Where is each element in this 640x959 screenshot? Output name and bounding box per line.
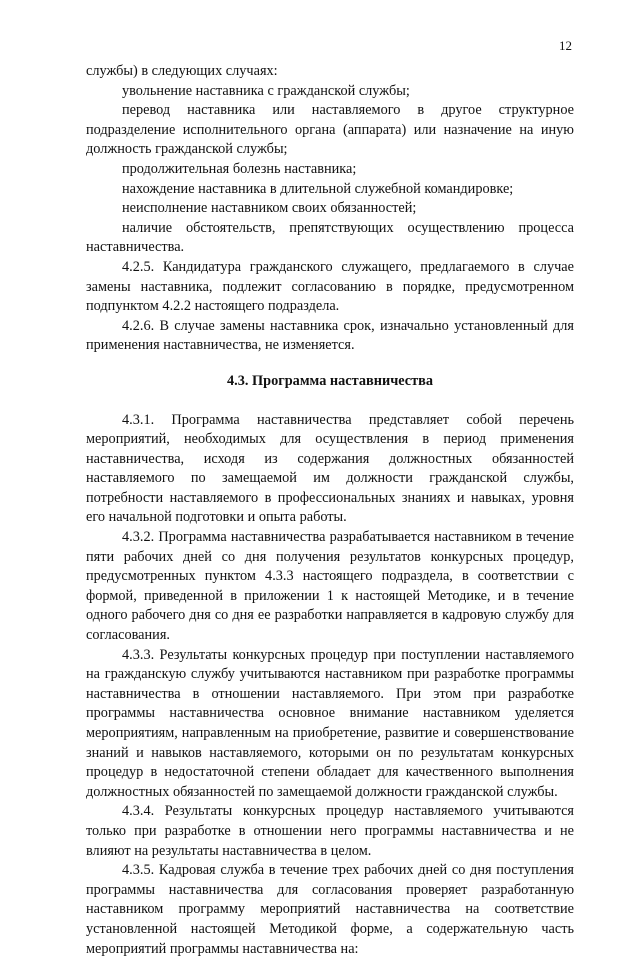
paragraph-continuation: службы) в следующих случаях:: [86, 63, 278, 79]
list-item-transfer: перевод наставника или наставляемого в другое структурное подразделение исполнительного органа (аппарата) или назначение на иную должность гражданской службы;: [86, 102, 574, 158]
page-number: 12: [559, 38, 572, 53]
list-item-business-trip: нахождение наставника в длительной служебной командировке;: [122, 180, 514, 197]
list-item-obstacles: наличие обстоятельств, препятствующих осуществлению процесса наставничества.: [86, 219, 574, 256]
document-body: [86, 62, 574, 959]
list-item-dismissal: увольнение наставника с гражданской службы;: [122, 82, 410, 99]
list-item-illness: продолжительная болезнь наставника;: [122, 160, 357, 177]
clause-4-3-2: 4.3.2. Программа наставничества разрабатывается наставником в течение пяти рабочих дней со дня получения результатов конкурсных процедур, предусмотренных пунктом 4.3.3 настоящего подраздела, в соответствии с формой, приведенной в приложении 1 к настоящей Методике, и в течение одного рабочего дня со дня ее разработки направляется в кадровую службу для согласования.: [86, 529, 574, 644]
clause-4-3-1: 4.3.1. Программа наставничества представляет собой перечень мероприятий, необходимых для осуществления в период применения наставничества, исходя из содержания должностных обязанностей наставляемого по замещаемой им должности гражданской службы, потребности наставляемого в профессиональных знаниях и навыках, уровня его начальной подготовки и опыта работы.: [86, 411, 574, 526]
section-heading-4-3: 4.3. Программа наставничества: [226, 372, 434, 389]
clause-4-3-4: 4.3.4. Результаты конкурсных процедур наставляемого учитываются только при разработке в отношении него программы наставничества и не влияют на результаты наставничества в целом.: [86, 803, 574, 859]
list-item-non-performance: неисполнение наставником своих обязанностей;: [122, 200, 417, 217]
clause-4-3-3: 4.3.3. Результаты конкурсных процедур при поступлении наставляемого на гражданскую службу учитываются наставником при разработке программы наставничества в отношении наставляемого. При этом при разработке программы наставничества основное внимание наставником уделяется мероприятиям, направленным на приобретение, развитие и совершенствование знаний и навыков наставляемого, которыми он по результатам конкурсных процедур в недостаточной степени обладает для качественного выполнения должностных обязанностей по замещаемой должности гражданской службы.: [86, 646, 574, 800]
clause-4-2-6: 4.2.6. В случае замены наставника срок, изначально установленный для применения наставничества, не изменяется.: [86, 317, 574, 354]
clause-4-2-5: 4.2.5. Кандидатура гражданского служащего, предлагаемого в случае замены наставника, подлежит согласованию в порядке, предусмотренном подпунктом 4.2.2 настоящего подраздела.: [86, 258, 574, 315]
clause-4-3-5: 4.3.5. Кадровая служба в течение трех рабочих дней со дня поступления программы наставничества для согласования проверяет разработанную наставником программу мероприятий наставничества на соответствие установленной настоящей Методикой форме, а содержательную часть мероприятий программы наставничества на:: [86, 862, 574, 957]
